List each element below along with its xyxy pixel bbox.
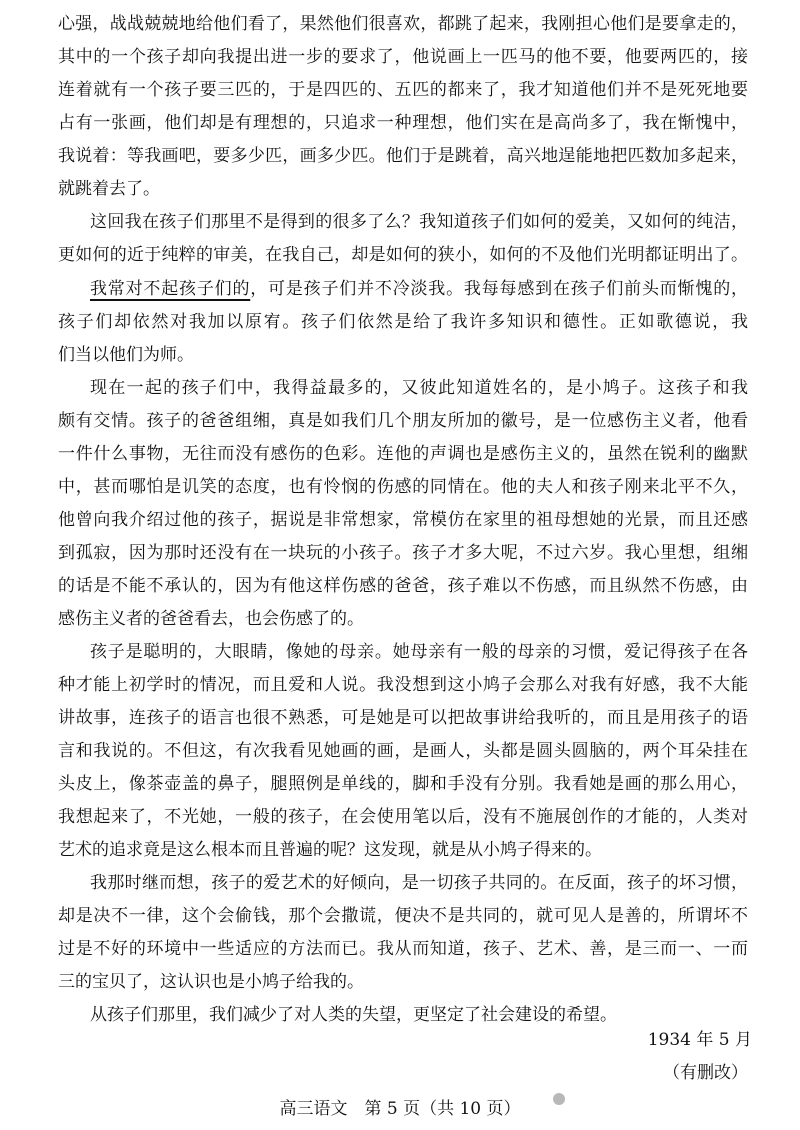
- text-line: 讲故事，连孩子的语言也很不熟悉，可是她是可以把故事讲给我听的，而且是用孩子的语: [58, 708, 748, 728]
- text-line: 我那时继而想，孩子的爱艺术的好倾向，是一切孩子共同的。在反面，孩子的坏习惯，: [90, 873, 748, 893]
- text-line: 言和我说的。不但这，有次我看见她画的画，是画人，头都是圆头圆脑的，两个耳朵挂在: [58, 741, 748, 761]
- text-line: [90, 275, 748, 303]
- text-line: 孩子们却依然对我加以原宥。孩子们依然是给了我许多知识和德性。正如歌德说，我: [58, 312, 748, 332]
- text-line: 种才能上初学时的情况，而且爱和人说。我没想到这小鸠子会那么对我有好感，我不大能: [58, 675, 748, 695]
- text-line: 就跳着去了。: [58, 179, 160, 199]
- text-line: 艺术的追求竟是这么根本而且普遍的呢？这发现，就是从小鸠子得来的。: [58, 840, 602, 860]
- article-date: 1934 年 5 月: [647, 1030, 752, 1050]
- text-line: 孩子是聪明的，大眼睛，像她的母亲。她母亲有一般的母亲的习惯，爱记得孩子在各: [90, 642, 748, 662]
- text-line: 到孤寂，因为那时还没有在一块玩的小孩子。孩子才多大呢，不过六岁。我心里想，组缃: [58, 543, 748, 563]
- underlined-sentence: 我常对不起孩子们的: [90, 279, 251, 299]
- text-line: 过是不好的环境中一些适应的方法而已。我从而知道，孩子、艺术、善，是三而一、一而: [58, 939, 748, 959]
- text-line: 他曾向我介绍过他的孩子，据说是非常想家，常模仿在家里的祖母想她的光景，而且还感: [58, 510, 748, 530]
- text-line: 们当以他们为师。: [58, 345, 194, 365]
- text-line: 心强，战战兢兢地给他们看了，果然他们很喜欢，都跳了起来，我刚担心他们是要拿走的，: [58, 14, 748, 34]
- text-line: 三的宝贝了，这认识也是小鸠子给我的。: [58, 972, 364, 992]
- text-line: 其中的一个孩子却向我提出进一步的要求了，他说画上一匹马的他不要，他要两匹的，接: [58, 47, 748, 67]
- text-line: 连着就有一个孩子要三匹的，于是四匹的、五匹的都来了，我才知道他们并不是死死地要: [58, 80, 748, 100]
- text-line: 这回我在孩子们那里不是得到的很多了么？我知道孩子们如何的爱美，又如何的纯洁，: [90, 212, 748, 232]
- text-line: 我想起来了，不光她，一般的孩子，在会使用笔以后，没有不施展创作的才能的，人类对: [58, 807, 748, 827]
- ink-blot: [553, 1093, 565, 1105]
- text-line: 现在一起的孩子们中，我得益最多的，又彼此知道姓名的，是小鸠子。这孩子和我: [90, 378, 748, 398]
- text-line: 颇有交情。孩子的爸爸组缃，真是如我们几个朋友所加的徽号，是一位感伤主义者，他看: [58, 411, 748, 431]
- text-line: 感伤主义者的爸爸看去，也会伤感了的。: [58, 609, 364, 629]
- text-line: 从孩子们那里，我们减少了对人类的失望，更坚定了社会建设的希望。: [90, 1005, 617, 1025]
- text-line: 却是决不一律，这个会偷钱，那个会撒谎，便决不是共同的，就可见人是善的，所谓坏不: [58, 906, 748, 926]
- text-line: 中，甚而哪怕是讥笑的态度，也有怜悯的伤感的同情在。他的夫人和孩子刚来北平不久，: [58, 477, 748, 497]
- edit-note: （有删改）: [663, 1063, 748, 1083]
- text-line: 更如何的近于纯粹的审美，在我自己，却是如何的狭小，如何的不及他们光明都证明出了。: [58, 245, 748, 265]
- text-line: 头皮上，像茶壶盖的鼻子，腿照例是单线的，脚和手没有分别。我看她是画的那么用心，: [58, 774, 748, 794]
- text-line: 一件什么事物，无往而没有感伤的色彩。连他的声调也是感伤主义的，虽然在锐利的幽默: [58, 444, 748, 464]
- text-line: 占有一张画，他们却是有理想的，只追求一种理想，他们实在是高尚多了，我在惭愧中，: [58, 113, 748, 133]
- text-line: 我说着：等我画吧，要多少匹，画多少匹。他们于是跳着，高兴地逞能地把匹数加多起来，: [58, 146, 748, 166]
- text-line: 的话是不能不承认的，因为有他这样伤感的爸爸，孩子难以不伤感，而且纵然不伤感，由: [58, 576, 748, 596]
- line-rest: ，可是孩子们并不冷淡我。我每每感到在孩子们前头而惭愧的，: [250, 279, 748, 299]
- page-footer: 高三语文 第 5 页（共 10 页）: [279, 1099, 521, 1119]
